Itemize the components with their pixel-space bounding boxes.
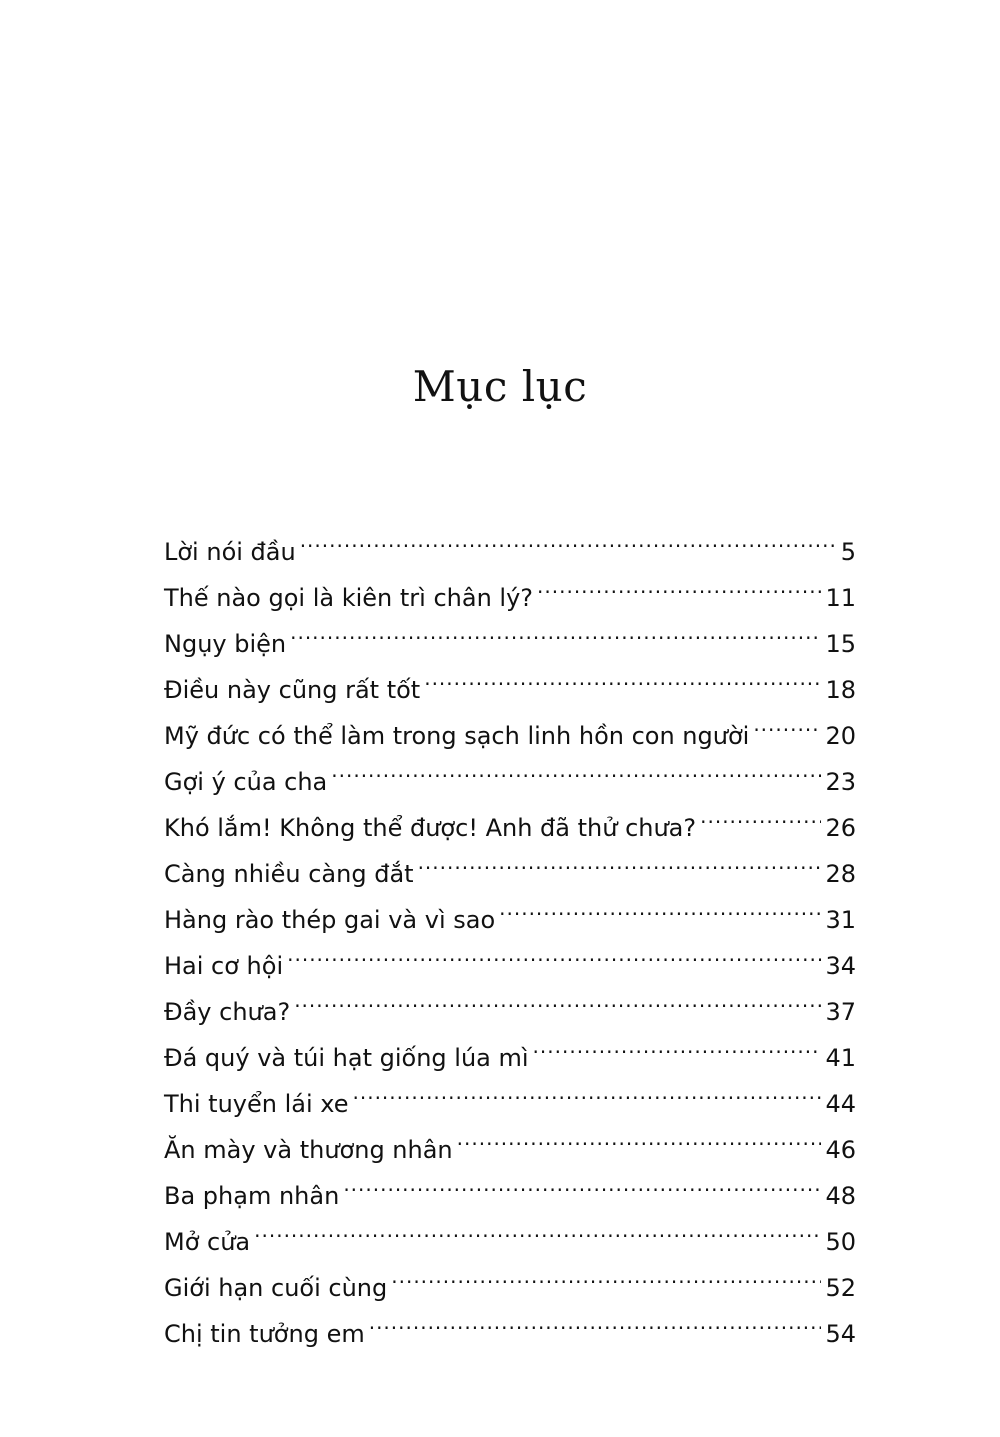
- dot-leader: [499, 882, 821, 928]
- toc-entry-page-number: 52: [825, 1274, 856, 1302]
- toc-entry-page-number: 50: [825, 1228, 856, 1256]
- toc-entry-title: Hàng rào thép gai và vì sao: [164, 906, 496, 934]
- dot-leader: [424, 652, 821, 698]
- toc-entry-page-number: 34: [825, 952, 856, 980]
- table-of-contents: [164, 514, 856, 1348]
- toc-entry-title: Ba phạm nhân: [164, 1182, 340, 1210]
- toc-entry-page-number: 26: [825, 814, 856, 842]
- dot-leader: [300, 514, 837, 560]
- toc-entry-page-number: 20: [825, 722, 856, 750]
- toc-entry-title: Mở cửa: [164, 1228, 251, 1256]
- dot-leader: [391, 1250, 821, 1296]
- dot-leader: [457, 1112, 822, 1158]
- toc-entry-title: Gợi ý của cha: [164, 768, 328, 796]
- toc-entry-title: Điều này cũng rất tốt: [164, 676, 421, 704]
- toc-entry-page-number: 41: [825, 1044, 856, 1072]
- toc-entry-title: Thế nào gọi là kiên trì chân lý?: [164, 584, 534, 612]
- toc-entry-page-number: 31: [825, 906, 856, 934]
- dot-leader: [353, 1066, 822, 1112]
- dot-leader: [343, 1158, 821, 1204]
- toc-entry: [164, 514, 856, 566]
- toc-entry-page-number: 54: [825, 1320, 856, 1348]
- dot-leader: [369, 1296, 822, 1342]
- toc-entry-title: Hai cơ hội: [164, 952, 284, 980]
- dot-leader: [254, 1204, 821, 1250]
- toc-entry-page-number: 28: [825, 860, 856, 888]
- dot-leader: [294, 974, 821, 1020]
- toc-entry-title: Khó lắm! Không thể được! Anh đã thử chưa?: [164, 814, 697, 842]
- dot-leader: [533, 1020, 822, 1066]
- toc-entry: [164, 1250, 856, 1302]
- toc-entry-page-number: 11: [825, 584, 856, 612]
- toc-entry-page-number: 15: [825, 630, 856, 658]
- dot-leader: [700, 790, 821, 836]
- toc-entry-title: Ăn mày và thương nhân: [164, 1136, 453, 1164]
- toc-entry-page-number: 44: [825, 1090, 856, 1118]
- toc-entry-page-number: 23: [825, 768, 856, 796]
- toc-entry-title: Lời nói đầu: [164, 538, 296, 566]
- toc-entry-title: Càng nhiều càng đắt: [164, 860, 414, 888]
- toc-entry-page-number: 48: [825, 1182, 856, 1210]
- toc-entry-title: Đá quý và túi hạt giống lúa mì: [164, 1044, 529, 1072]
- toc-entry-page-number: 5: [840, 538, 856, 566]
- dot-leader: [331, 744, 821, 790]
- toc-entry-title: Chị tin tưởng em: [164, 1320, 365, 1348]
- toc-entry-title: Ngụy biện: [164, 630, 287, 658]
- page-title: Mục lục: [412, 362, 588, 411]
- toc-entry-page-number: 37: [825, 998, 856, 1026]
- toc-entry-title: Đầy chưa?: [164, 998, 291, 1026]
- toc-entry-page-number: 18: [825, 676, 856, 704]
- toc-entry-title: Mỹ đức có thể làm trong sạch linh hồn con người: [164, 722, 750, 750]
- toc-entry-title: Giới hạn cuối cùng: [164, 1274, 388, 1302]
- dot-leader: [287, 928, 821, 974]
- dot-leader: [537, 560, 821, 606]
- dot-leader: [418, 836, 822, 882]
- toc-entry: [164, 1204, 856, 1256]
- toc-entry-title: Thi tuyển lái xe: [164, 1090, 349, 1118]
- dot-leader: [753, 698, 821, 744]
- dot-leader: [290, 606, 821, 652]
- toc-entry-page-number: 46: [825, 1136, 856, 1164]
